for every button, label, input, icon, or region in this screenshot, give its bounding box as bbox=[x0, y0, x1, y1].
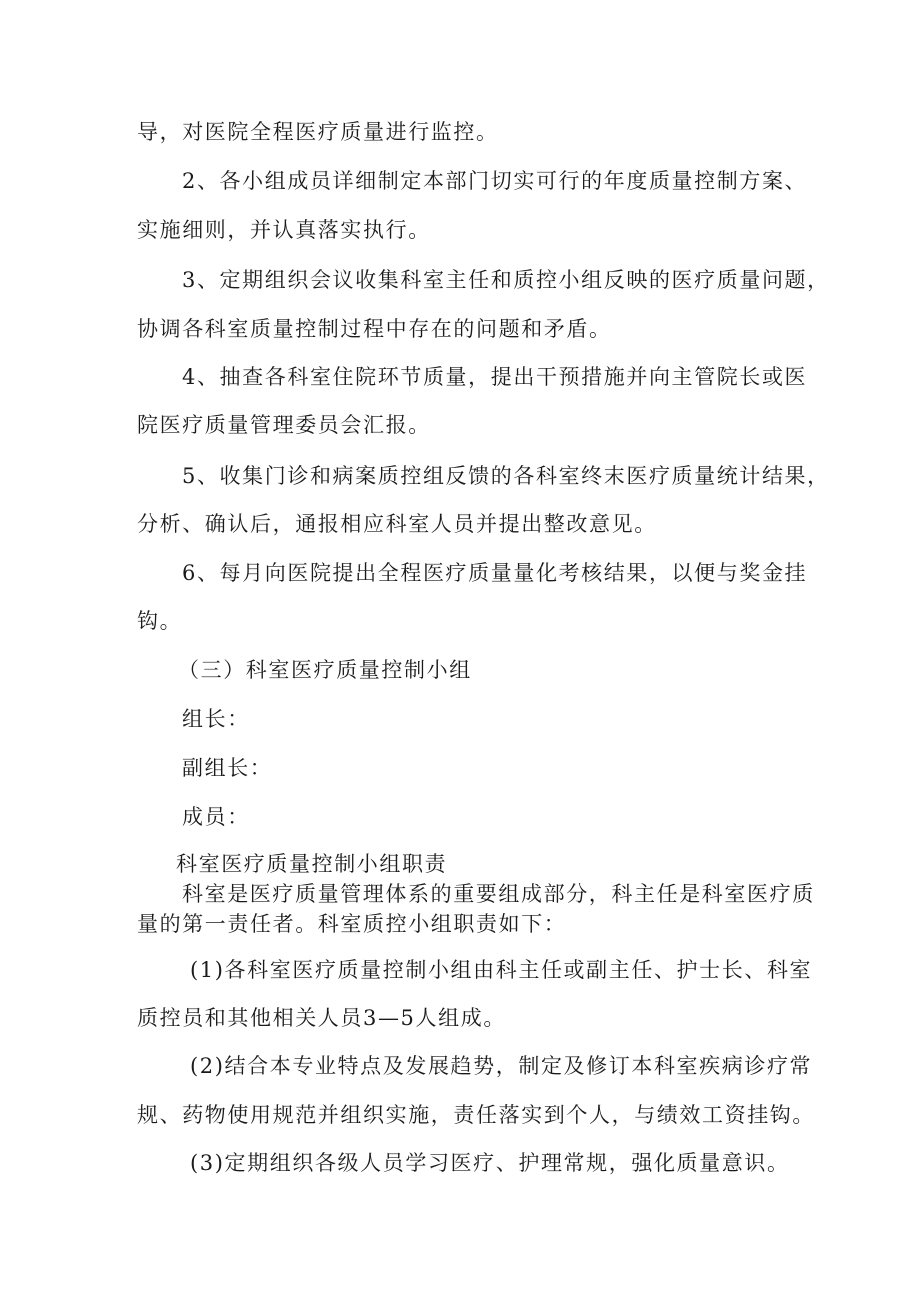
paragraph-line: (2)结合本专业特点及发展趋势，制定及修订本科室疾病诊疗常 bbox=[190, 1054, 813, 1078]
subsection-heading: 科室医疗质量控制小组职责 bbox=[176, 852, 448, 876]
paragraph-line: 4、抽查各科室住院环节质量，提出干预措施并向主管院长或医 bbox=[182, 365, 808, 389]
paragraph-line: 钩。 bbox=[137, 609, 183, 633]
paragraph-line: 质控员和其他相关人员3—5人组成。 bbox=[137, 1006, 506, 1030]
field-label-leader: 组长： bbox=[182, 707, 250, 731]
paragraph-line: 分析、确认后，通报相应科室人员并提出整改意见。 bbox=[137, 512, 657, 536]
paragraph-line: (3)定期组织各级人员学习医疗、护理常规，强化质量意识。 bbox=[190, 1151, 790, 1175]
paragraph-line: 实施细则，并认真落实执行。 bbox=[137, 218, 431, 242]
paragraph-line: 量的第一责任者。科室质控小组职责如下： bbox=[137, 912, 567, 936]
paragraph-line: 2、各小组成员详细制定本部门切实可行的年度质量控制方案、 bbox=[182, 169, 808, 193]
section-heading: （三）科室医疗质量控制小组 bbox=[178, 658, 472, 682]
field-label-members: 成员： bbox=[182, 805, 250, 829]
paragraph-line: 6、每月向医院提出全程医疗质量量化考核结果，以便与奖金挂 bbox=[182, 561, 808, 585]
paragraph-line: (1)各科室医疗质量控制小组由科主任或副主任、护士长、科室 bbox=[190, 958, 813, 982]
paragraph-line: 3、定期组织会议收集科室主任和质控小组反映的医疗质量问题， bbox=[182, 268, 830, 292]
paragraph-line: 院医疗质量管理委员会汇报。 bbox=[137, 413, 431, 437]
paragraph-line: 协调各科室质量控制过程中存在的问题和矛盾。 bbox=[137, 317, 612, 341]
paragraph-line: 导，对医院全程医疗质量进行监控。 bbox=[137, 120, 499, 144]
field-label-deputy-leader: 副组长： bbox=[182, 756, 273, 780]
paragraph-line: 5、收集门诊和病案质控组反馈的各科室终末医疗质量统计结果， bbox=[182, 464, 830, 488]
paragraph-line: 科室是医疗质量管理体系的重要组成部分，科主任是科室医疗质 bbox=[182, 882, 815, 906]
paragraph-line: 规、药物使用规范并组织实施，责任落实到个人，与绩效工资挂钩。 bbox=[137, 1103, 815, 1127]
